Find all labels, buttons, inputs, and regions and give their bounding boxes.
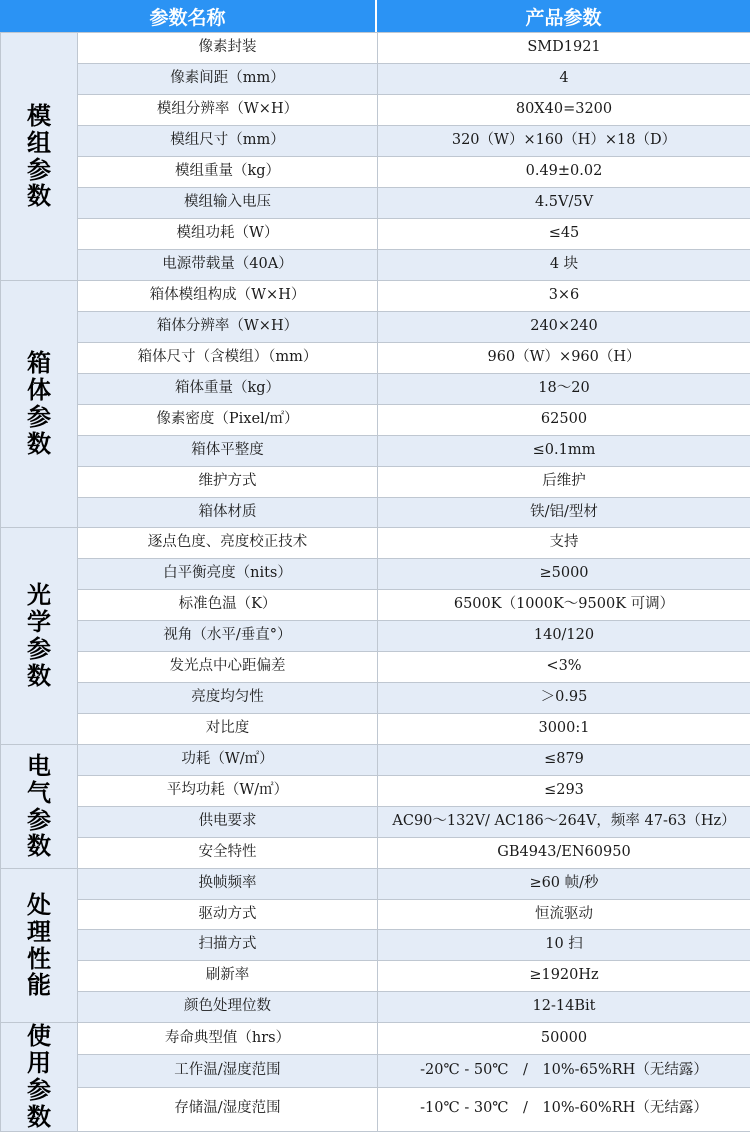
param-value: 6500K（1000K～9500K 可调） bbox=[378, 590, 750, 621]
group-label-text: 电气参数 bbox=[25, 753, 53, 861]
param-value: 12-14Bit bbox=[378, 992, 750, 1023]
param-value: -20℃ - 50℃ / 10%-65%RH（无结露） bbox=[378, 1055, 750, 1087]
table-row bbox=[1, 1023, 750, 1055]
table-row bbox=[1, 64, 750, 95]
group-label-text: 使用参数 bbox=[25, 1023, 53, 1131]
param-value: 18～20 bbox=[378, 374, 750, 405]
param-value: 支持 bbox=[378, 528, 750, 559]
param-label: 发光点中心距偏差 bbox=[78, 652, 378, 683]
param-value: GB4943/EN60950 bbox=[378, 838, 750, 869]
param-value: 320（W）×160（H）×18（D） bbox=[378, 126, 750, 157]
table-row bbox=[1, 1087, 750, 1131]
table-row bbox=[1, 188, 750, 219]
spec-table bbox=[0, 32, 750, 1132]
param-value: 62500 bbox=[378, 405, 750, 436]
param-label: 工作温/湿度范围 bbox=[78, 1055, 378, 1087]
param-label: 箱体重量（kg） bbox=[78, 374, 378, 405]
param-value: ≥60 帧/秒 bbox=[378, 869, 750, 900]
table-row bbox=[1, 559, 750, 590]
param-label: 刷新率 bbox=[78, 961, 378, 992]
table-row bbox=[1, 652, 750, 683]
group-label-text: 光学参数 bbox=[25, 582, 53, 690]
table-row bbox=[1, 436, 750, 467]
table-row bbox=[1, 714, 750, 745]
param-label: 功耗（W/㎡） bbox=[78, 745, 378, 776]
param-value: ＞0.95 bbox=[378, 683, 750, 714]
param-label: 逐点色度、亮度校正技术 bbox=[78, 528, 378, 559]
group-label bbox=[1, 1023, 78, 1132]
table-row bbox=[1, 807, 750, 838]
table-row bbox=[1, 683, 750, 714]
param-value: 后维护 bbox=[378, 467, 750, 498]
param-value: 铁/铝/型材 bbox=[378, 498, 750, 528]
table-row bbox=[1, 343, 750, 374]
group-label bbox=[1, 33, 78, 281]
param-value: SMD1921 bbox=[378, 33, 750, 64]
param-value: 4 bbox=[378, 64, 750, 95]
param-value: ≤45 bbox=[378, 219, 750, 250]
table-row bbox=[1, 95, 750, 126]
param-value: 240×240 bbox=[378, 312, 750, 343]
param-value: 3000:1 bbox=[378, 714, 750, 745]
table-row bbox=[1, 930, 750, 961]
param-label: 视角（水平/垂直°） bbox=[78, 621, 378, 652]
param-label: 颜色处理位数 bbox=[78, 992, 378, 1023]
table-header bbox=[0, 0, 750, 32]
param-value: 3×6 bbox=[378, 281, 750, 312]
param-label: 箱体平整度 bbox=[78, 436, 378, 467]
param-value: 960（W）×960（H） bbox=[378, 343, 750, 374]
table-row bbox=[1, 157, 750, 188]
group-label-text: 箱体参数 bbox=[25, 350, 53, 458]
param-label: 驱动方式 bbox=[78, 900, 378, 930]
param-value: -10℃ - 30℃ / 10%-60%RH（无结露） bbox=[378, 1087, 750, 1131]
param-value: 140/120 bbox=[378, 621, 750, 652]
param-label: 像素间距（mm） bbox=[78, 64, 378, 95]
table-row bbox=[1, 219, 750, 250]
table-row bbox=[1, 869, 750, 900]
param-label: 换帧频率 bbox=[78, 869, 378, 900]
group-label bbox=[1, 745, 78, 869]
param-label: 模组分辨率（W×H） bbox=[78, 95, 378, 126]
group-label-text: 处理性能 bbox=[25, 892, 53, 1000]
table-row bbox=[1, 33, 750, 64]
table-row bbox=[1, 374, 750, 405]
param-value: ≥5000 bbox=[378, 559, 750, 590]
param-label: 亮度均匀性 bbox=[78, 683, 378, 714]
param-label: 模组尺寸（mm） bbox=[78, 126, 378, 157]
param-value: ≤879 bbox=[378, 745, 750, 776]
table-row bbox=[1, 312, 750, 343]
param-label: 寿命典型值（hrs） bbox=[78, 1023, 378, 1055]
table-row bbox=[1, 405, 750, 436]
param-label: 标准色温（K） bbox=[78, 590, 378, 621]
param-value: 10 扫 bbox=[378, 930, 750, 961]
group-label bbox=[1, 869, 78, 1023]
table-row bbox=[1, 590, 750, 621]
table-row bbox=[1, 250, 750, 281]
table-row bbox=[1, 467, 750, 498]
param-value: <3% bbox=[378, 652, 750, 683]
param-label: 白平衡亮度（nits） bbox=[78, 559, 378, 590]
group-label-text: 模组参数 bbox=[25, 103, 53, 211]
param-label: 像素封装 bbox=[78, 33, 378, 64]
param-label: 平均功耗（W/㎡） bbox=[78, 776, 378, 807]
param-label: 存储温/湿度范围 bbox=[78, 1087, 378, 1131]
param-label: 电源带载量（40A） bbox=[78, 250, 378, 281]
param-value: 50000 bbox=[378, 1023, 750, 1055]
param-value: 4.5V/5V bbox=[378, 188, 750, 219]
param-name-header: 参数名称 bbox=[0, 0, 377, 32]
param-label: 扫描方式 bbox=[78, 930, 378, 961]
param-label: 供电要求 bbox=[78, 807, 378, 838]
param-label: 箱体分辨率（W×H） bbox=[78, 312, 378, 343]
param-value: ≥1920Hz bbox=[378, 961, 750, 992]
table-row bbox=[1, 498, 750, 528]
param-value: ≤0.1mm bbox=[378, 436, 750, 467]
group-label bbox=[1, 281, 78, 528]
table-row bbox=[1, 992, 750, 1023]
param-value: 4 块 bbox=[378, 250, 750, 281]
table-row bbox=[1, 900, 750, 930]
param-label: 安全特性 bbox=[78, 838, 378, 869]
param-label: 箱体尺寸（含模组）（mm） bbox=[78, 343, 378, 374]
param-label: 模组重量（kg） bbox=[78, 157, 378, 188]
param-value: 80X40=3200 bbox=[378, 95, 750, 126]
table-row bbox=[1, 745, 750, 776]
table-row bbox=[1, 1055, 750, 1087]
table-row bbox=[1, 281, 750, 312]
param-label: 像素密度（Pixel/㎡） bbox=[78, 405, 378, 436]
group-label bbox=[1, 528, 78, 745]
param-value: 0.49±0.02 bbox=[378, 157, 750, 188]
param-value: 恒流驱动 bbox=[378, 900, 750, 930]
param-label: 箱体模组构成（W×H） bbox=[78, 281, 378, 312]
table-row bbox=[1, 621, 750, 652]
table-row bbox=[1, 126, 750, 157]
param-label: 对比度 bbox=[78, 714, 378, 745]
table-row bbox=[1, 961, 750, 992]
param-value: AC90～132V/ AC186～264V，频率 47-63（Hz） bbox=[378, 807, 750, 838]
table-row bbox=[1, 528, 750, 559]
param-label: 维护方式 bbox=[78, 467, 378, 498]
table-row bbox=[1, 838, 750, 869]
param-value: ≤293 bbox=[378, 776, 750, 807]
param-label: 模组功耗（W） bbox=[78, 219, 378, 250]
table-row bbox=[1, 776, 750, 807]
param-label: 箱体材质 bbox=[78, 498, 378, 528]
param-label: 模组输入电压 bbox=[78, 188, 378, 219]
product-param-header: 产品参数 bbox=[377, 0, 750, 32]
